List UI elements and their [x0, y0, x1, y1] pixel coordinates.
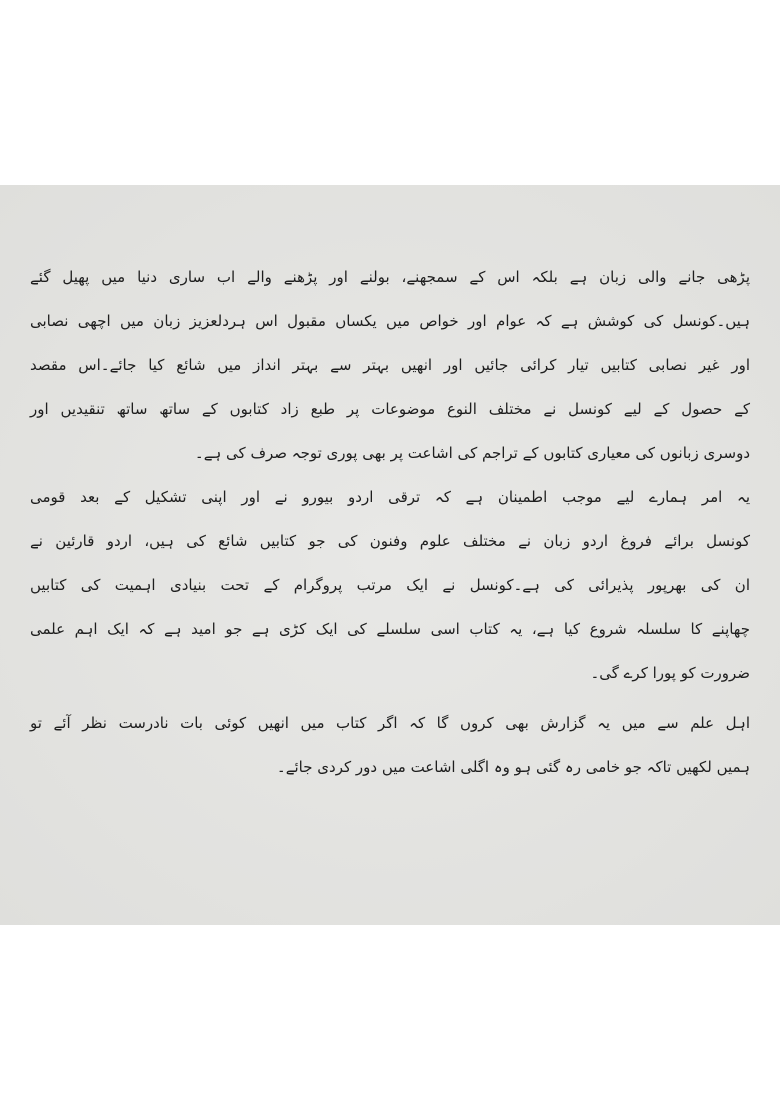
text-line: یہ امر ہمارے لیے موجب اطمینان ہے کہ ترقی اردو بیورو نے اور اپنی تشکیل کے بعد قومی	[30, 488, 750, 506]
paragraph-3	[30, 708, 750, 782]
text-line: کے حصول کے لیے کونسل نے مختلف النوع موضوعات پر طبع زاد کتابوں کے ساتھ ساتھ تنقیدیں اور	[30, 400, 750, 418]
text-line: اہل علم سے میں یہ گزارش بھی کروں گا کہ اگر کتاب میں انھیں کوئی بات نادرست نظر آئے تو	[30, 714, 750, 732]
text-line: ان کی بھرپور پذیرائی کی ہے۔کونسل نے ایک مرتب پروگرام کے تحت بنیادی اہمیت کی کتابیں	[30, 576, 750, 594]
text-line: کونسل برائے فروغ اردو زبان نے مختلف علوم وفنون کی جو کتابیں شائع کی ہیں، اردو قارئین نے	[30, 532, 750, 550]
paragraph-1	[30, 262, 750, 468]
text-line: چھاپنے کا سلسلہ شروع کیا ہے، یہ کتاب اسی سلسلے کی ایک کڑی ہے جو امید ہے کہ ایک اہم علمی	[30, 620, 750, 638]
text-line: ضرورت کو پورا کرے گی۔	[590, 664, 750, 682]
text-line: ہمیں لکھیں تاکہ جو خامی رہ گئی ہو وہ اگلی اشاعت میں دور کردی جائے۔	[276, 758, 750, 776]
body-text	[30, 262, 750, 796]
text-line: پڑھی جانے والی زبان ہے بلکہ اس کے سمجھنے، بولنے اور پڑھنے والے اب ساری دنیا میں پھیل گئے	[30, 268, 750, 286]
text-line: دوسری زبانوں کی معیاری کتابوں کے تراجم کی اشاعت پر بھی پوری توجہ صرف کی ہے۔	[194, 444, 750, 462]
text-line: ہیں۔کونسل کی کوشش ہے کہ عوام اور خواص میں یکساں مقبول اس ہردلعزیز زبان میں اچھی نصابی	[30, 312, 750, 330]
paragraph-2	[30, 482, 750, 688]
text-line: اور غیر نصابی کتابیں تیار کرائی جائیں اور انھیں بہتر سے بہتر انداز میں شائع کیا جائے۔اس مقصد	[30, 356, 750, 374]
